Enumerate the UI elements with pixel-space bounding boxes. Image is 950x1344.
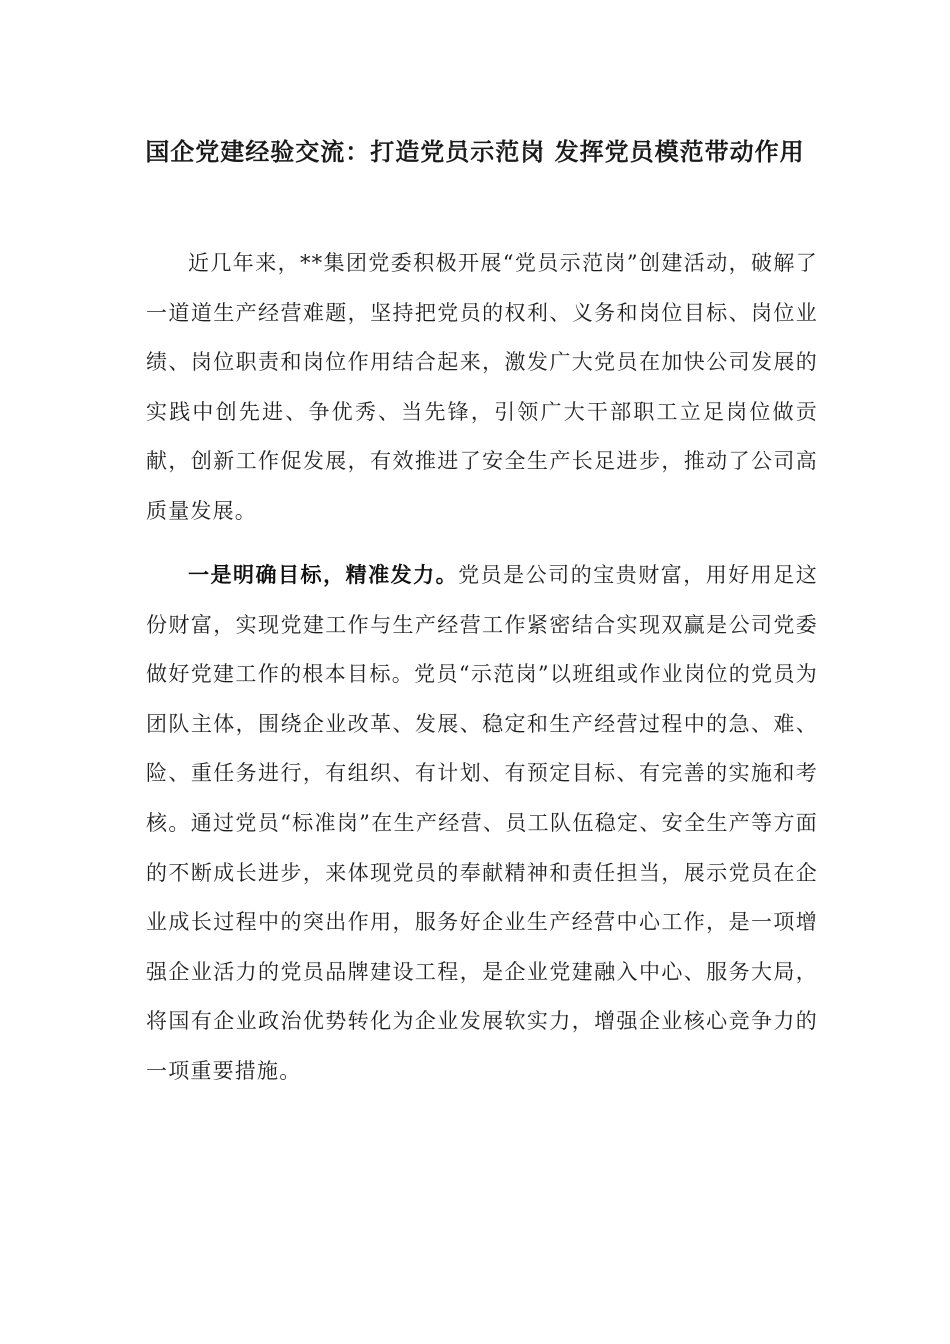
paragraph-intro	[146, 239, 818, 537]
paragraph-intro-text: 近几年来，**集团党委积极开展“党员示范岗”创建活动，破解了一道道生产经营难题，坚持把党员的权利、义务和岗位目标、岗位业绩、岗位职责和岗位作用结合起来，激发广大党员在加快公司发展的实践中创先进、争优秀、当先锋，引领广大干部职工立足岗位做贡献，创新工作促发展，有效推进了安全生产长足进步，推动了公司高质量发展。	[146, 251, 818, 523]
paragraph-section-one	[146, 550, 818, 1097]
paragraph-section-one-text: 党员是公司的宝贵财富，用好用足这份财富，实现党建工作与生产经营工作紧密结合实现双赢是公司党委做好党建工作的根本目标。党员“示范岗”以班组或作业岗位的党员为团队主体，围绕企业改革、发展、稳定和生产经营过程中的急、难、险、重任务进行，有组织、有计划、有预定目标、有完善的实施和考核。通过党员“标准岗”在生产经营、员工队伍稳定、安全生产等方面的不断成长进步，来体现党员的奉献精神和责任担当，展示党员在企业成长过程中的突出作用，服务好企业生产经营中心工作，是一项增强企业活力的党员品牌建设工程，是企业党建融入中心、服务大局，将国有企业政治优势转化为企业发展软实力，增强企业核心竞争力的一项重要措施。	[146, 563, 819, 1083]
section-one-heading: 一是明确目标，精准发力。	[188, 562, 459, 587]
document-title: 国企党建经验交流：打造党员示范岗 发挥党员模范带动作用	[145, 137, 805, 166]
